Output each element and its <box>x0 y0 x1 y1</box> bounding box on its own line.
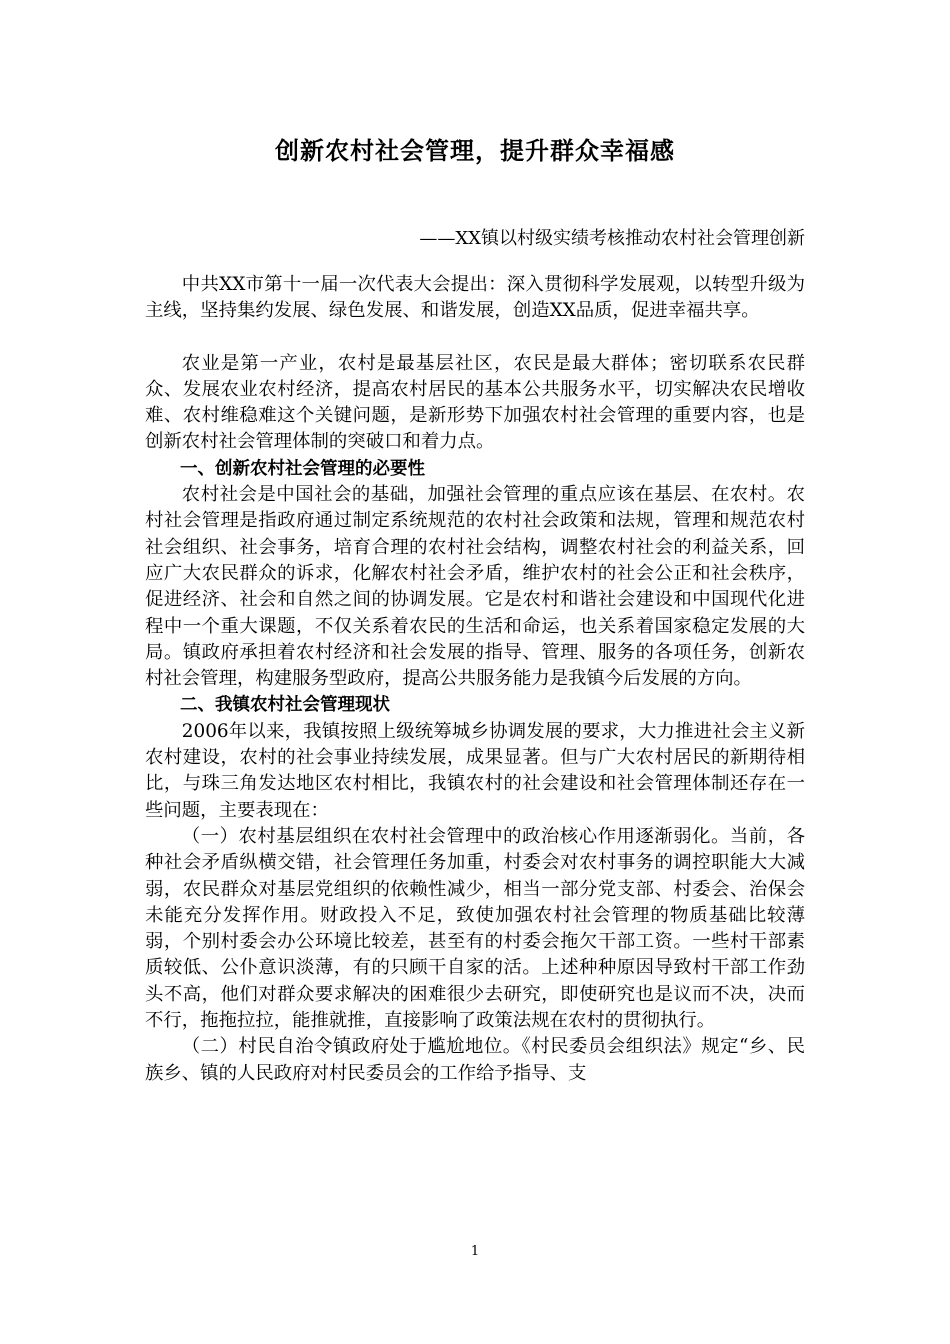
document-body <box>145 272 805 1087</box>
document-subtitle: ——XX镇以村级实绩考核推动农村社会管理创新 <box>419 228 805 249</box>
section-paragraph: （一）农村基层组织在农村社会管理中的政治核心作用逐渐弱化。当前，各种社会矛盾纵横交错，社会管理任务加重，村委会对农村事务的调控职能大大减弱，农民群众对基层党组织的依赖性减少，相当一部分党支部、村委会、治保会未能充分发挥作用。财政投入不足，致使加强农村社会管理的物质基础比较薄弱，个别村委会办公环境比较差，甚至有的村委会拖欠干部工资。一些村干部素质较低、公仆意识淡薄，有的只顾干自家的活。上述种种原因导致村干部工作劲头不高，他们对群众要求解决的困难很少去研究，即使研究也是议而不决，决而不行，拖拖拉拉，能推就推，直接影响了政策法规在农村的贯彻执行。 <box>145 825 805 1032</box>
section-paragraph: 农村社会是中国社会的基础，加强社会管理的重点应该在基层、在农村。农村社会管理是指政府通过制定系统规范的农村社会政策和法规，管理和规范农村社会组织、社会事务，培育合理的农村社会结构，调整农村社会的利益关系，回应广大农民群众的诉求，化解农村社会矛盾，维护农村的社会公正和社会秩序，促进经济、社会和自然之间的协调发展。它是农村和谐社会建设和中国现代化进程中一个重大课题，不仅关系着农民的生活和命运，也关系着国家稳定发展的大局。镇政府承担着农村经济和社会发展的指导、管理、服务的各项任务，创新农村社会管理，构建服务型政府，提高公共服务能力是我镇今后发展的方向。 <box>145 484 805 690</box>
section-paragraph: （二）村民自治令镇政府处于尴尬地位。《村民委员会组织法》规定“乡、民族乡、镇的人民政府对村民委员会的工作给予指导、支 <box>145 1036 805 1084</box>
intro-paragraph: 中共XX市第十一届一次代表大会提出：深入贯彻科学发展观，以转型升级为主线，坚持集约发展、绿色发展、和谐发展，创造XX品质，促进幸福共享。 <box>145 274 805 322</box>
section-paragraph: 2006年以来，我镇按照上级统筹城乡协调发展的要求，大力推进社会主义新农村建设，农村的社会事业持续发展，成果显著。但与广大农村居民的新期待相比，与珠三角发达地区农村相比，我镇农村的社会建设和社会管理体制还存在一些问题，主要表现在： <box>145 720 805 821</box>
section-heading: 一、创新农村社会管理的必要性 <box>180 458 425 479</box>
intro-paragraph: 农业是第一产业，农村是最基层社区，农民是最大群体；密切联系农民群众、发展农业农村经济，提高农村居民的基本公共服务水平，切实解决农民增收难、农村维稳难这个关键问题，是新形势下加强农村社会管理的重要内容，也是创新农村社会管理体制的突破口和着力点。 <box>145 352 805 453</box>
document-title: 创新农村社会管理，提升群众幸福感 <box>275 137 675 165</box>
section-heading: 二、我镇农村社会管理现状 <box>180 695 390 716</box>
page-number: 1 <box>470 1244 480 1259</box>
